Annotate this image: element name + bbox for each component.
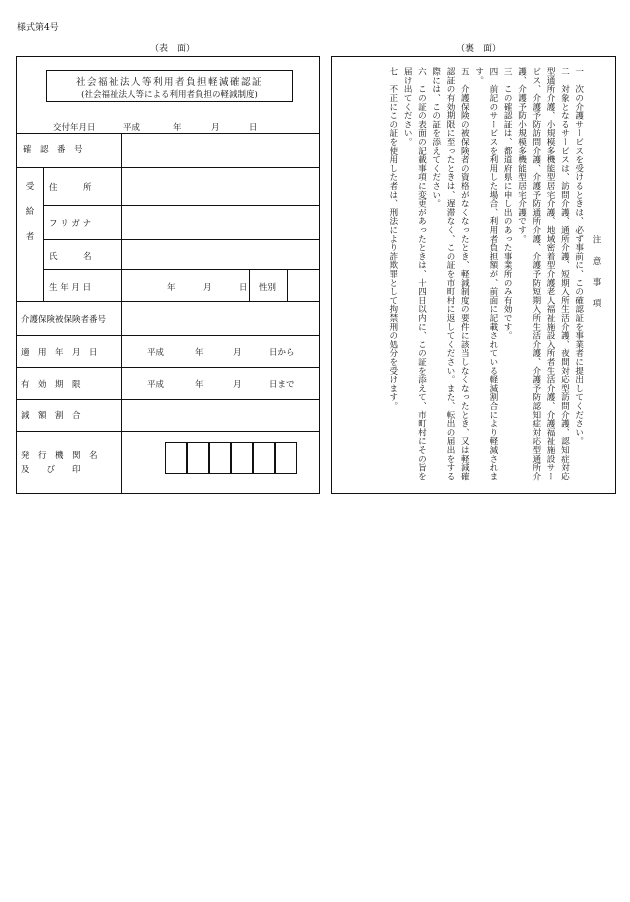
valid-year: 年	[195, 380, 204, 390]
row-divider	[17, 301, 319, 302]
reduction-rate-label: 減 額 割 合	[21, 411, 81, 421]
apply-year: 年	[195, 348, 204, 358]
row-divider	[17, 367, 319, 368]
column-divider	[287, 269, 288, 301]
note-item: 六 この証の表面の記載事項に変更があったときは、十四日以内に、この証を添えて、市町村にその旨を届け出てください。	[402, 67, 427, 481]
dob-year: 年	[167, 283, 176, 293]
issuer-number-box	[187, 442, 209, 474]
valid-until-label: 有 効 期 限	[21, 380, 81, 390]
issuer-number-box	[253, 442, 275, 474]
form-number-label: 様式第4号	[17, 23, 59, 33]
column-divider	[43, 167, 44, 301]
issue-day: 日	[249, 123, 258, 133]
issuer-seal-label: 及 び 印	[21, 465, 81, 475]
note-item: 四 前記のサービスを利用した場合、利用者負担額が、前面に記載されている軽減割合により軽減されます。	[473, 67, 498, 481]
note-item: 三 この確認証は、都道府県に申し出のあった事業所のみ有効です。	[502, 67, 513, 340]
issue-era: 平成	[123, 123, 141, 133]
issue-month: 月	[211, 123, 220, 133]
row-divider	[17, 431, 319, 432]
front-side-label: （表 面）	[150, 44, 196, 54]
valid-until: 日まで	[269, 380, 295, 390]
recipient-label: 受 給 者	[25, 182, 43, 242]
card-title: 社会福祉法人等利用者負担軽減確認証	[75, 77, 263, 88]
issuer-number-box	[231, 442, 253, 474]
row-divider	[43, 269, 319, 270]
note-item: 二 対象となるサービスは、訪問介護、通所介護、短期入所生活介護、夜間対応型訪問介護、認知症対応型通所介護、小規模多機能型居宅介護、地域密着型介護老人福祉施設入所者生活介護、介護福祉施設サービス、介護予防訪問介護、介護予防通所介護、介護予防短期入所生活介護、介護予防認知症対応型通所介護、介護予防小規模多機能型居宅介護です。	[516, 67, 570, 481]
notes-text	[386, 67, 603, 482]
front-card	[16, 56, 320, 494]
dob-month: 月	[203, 283, 212, 293]
valid-month: 月	[233, 380, 242, 390]
back-card	[331, 56, 616, 494]
row-divider	[17, 167, 319, 168]
note-item: 五 介護保険の被保険者の資格がなくなったとき、軽減制度の要件に該当しなくなったとき、又は軽減確認証の有効期限に至ったときは、遅滞なく、この証を市町村に返してください。また、転出の届出をする際には、この証を添えてください。	[430, 67, 470, 481]
card-subtitle: (社会福祉法人等による利用者負担の軽減制度)	[81, 90, 258, 100]
address-label: 住 所	[49, 183, 92, 193]
column-divider	[249, 269, 250, 301]
row-divider	[17, 399, 319, 400]
title-box	[46, 70, 293, 102]
dob-day: 日	[239, 283, 248, 293]
furigana-label: フ リ ガ ナ	[49, 219, 92, 229]
confirm-number-label: 確 認 番 号	[23, 145, 83, 155]
note-item: 七 不正にこの証を使用した者は、刑法により詐欺罪として拘禁刑の処分を受けます。	[387, 67, 398, 411]
apply-date-label: 適 用 年 月 日	[21, 348, 98, 358]
apply-from: 日から	[269, 348, 295, 358]
notes-title: 注 意 事 項	[591, 235, 601, 310]
row-divider	[17, 133, 319, 134]
row-divider	[17, 335, 319, 336]
issuer-number-box	[275, 442, 297, 474]
note-item: 一 次の介護サービスを受けるときは、必ず事前に、この確認証を事業者に提出してください。	[573, 67, 584, 446]
apply-month: 月	[233, 348, 242, 358]
issuer-number-box	[209, 442, 231, 474]
valid-era: 平成	[147, 380, 165, 390]
name-label: 氏 名	[49, 252, 92, 262]
sex-label: 性別	[259, 283, 277, 293]
dob-label: 生 年 月 日	[49, 283, 92, 293]
issuer-label: 発 行 機 関 名	[21, 451, 98, 461]
issue-date-label: 交付年月日	[53, 123, 96, 133]
insured-number-label: 介護保険被保険者番号	[21, 315, 107, 325]
issuer-number-box	[165, 442, 187, 474]
issue-year: 年	[173, 123, 182, 133]
back-side-label: （裏 面）	[456, 44, 502, 54]
column-divider	[121, 133, 122, 493]
apply-era: 平成	[147, 348, 165, 358]
row-divider	[43, 205, 319, 206]
row-divider	[43, 239, 319, 240]
